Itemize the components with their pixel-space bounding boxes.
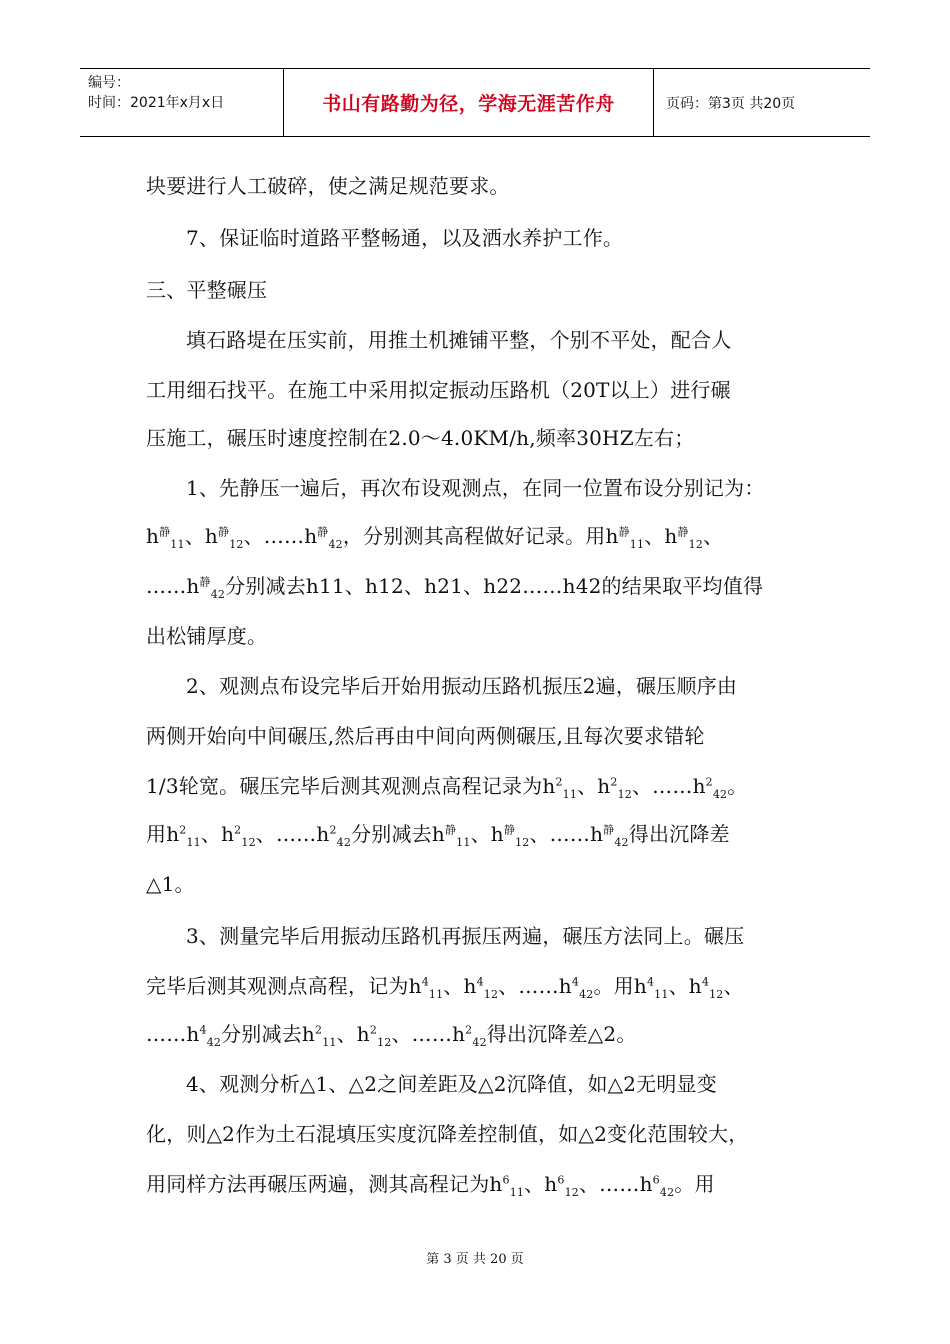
text-line: 压施工，碾压时速度控制在2.0～4.0KM/h,频率30HZ左右；	[146, 426, 695, 450]
text-line: 出松铺厚度。	[146, 624, 268, 648]
section-heading: 三、平整碾压	[146, 278, 268, 302]
motto: 书山有路勤为径，学海无涯苦作舟	[322, 93, 615, 115]
text-line: 2、观测点布设完毕后开始用振动压路机振压2遍，碾压顺序由	[186, 674, 738, 698]
text-line: 化，则△2作为土石混填压实度沉降差控制值，如△2变化范围较大，	[146, 1122, 749, 1146]
text-line: 两侧开始向中间碾压,然后再由中间向两侧碾压,且每次要求错轮	[146, 724, 705, 748]
time-label: 时间：2021年x月x日	[88, 95, 225, 111]
header-page-info	[654, 69, 870, 136]
formula-line: $h^静_{11}$、$h^静_{12}$、$\dots\dots h^静_{42}$，分别测其高程做好记录。用$h^静_{11}$、$h^静_{12}$、	[146, 524, 724, 551]
text-line: 3、测量完毕后用振动压路机再振压两遍，碾压方法同上。碾压	[186, 924, 745, 948]
header-meta	[80, 69, 284, 136]
formula-line: 完毕后测其观测点高程，记为$h^4_{11}$、$h^4_{12}$、$\dots\dots h^4_{42}$。用$h^4_{11}$、$h^4_{12}$、	[146, 974, 744, 1001]
page-header	[80, 68, 870, 137]
formula-line: $\dots\dots h^静_{42}$分别减去h11、h12、h21、h22……h42的结果取平均值得	[146, 574, 764, 601]
formula-line: 用同样方法再碾压两遍，测其高程记为$h^6_{11}$、$h^6_{12}$、$\dots\dots h^6_{42}$。用	[146, 1172, 715, 1199]
text-line: 1、先静压一遍后，再次布设观测点，在同一位置布设分别记为：	[186, 476, 765, 500]
text-line: 工用细石找平。在施工中采用拟定振动压路机（20T以上）进行碾	[146, 378, 731, 402]
text-line: 填石路堤在压实前，用推土机摊铺平整，个别不平处，配合人	[186, 328, 732, 352]
formula-line: $\dots\dots h^4_{42}$分别减去$h^2_{11}$、$h^2_{12}$、$\dots\dots h^2_{42}$得出沉降差△2。	[146, 1022, 637, 1049]
page-info: 页码：第3页 共20页	[666, 95, 796, 112]
header-motto-cell	[284, 69, 654, 136]
text-line: 块要进行人工破碎，使之满足规范要求。	[146, 174, 510, 198]
formula-line: 1/3轮宽。碾压完毕后测其观测点高程记录为$h^2_{11}$、$h^2_{12}$、$\dots\dots h^2_{42}$。	[146, 774, 748, 801]
text-line: 4、观测分析△1、△2之间差距及△2沉降值，如△2无明显变	[186, 1072, 717, 1096]
text-line: 7、保证临时道路平整畅通，以及洒水养护工作。	[186, 226, 624, 250]
text-line: △1。	[146, 872, 195, 896]
formula-line: 用$h^2_{11}$、$h^2_{12}$、$\dots\dots h^2_{42}$分别减去$h^静_{11}$、$h^静_{12}$、$\dots\dots h^静_{42}$得出沉降差	[146, 822, 730, 849]
page-footer: 第 3 页 共 20 页	[426, 1252, 524, 1267]
serial-label: 编号：	[88, 75, 130, 91]
